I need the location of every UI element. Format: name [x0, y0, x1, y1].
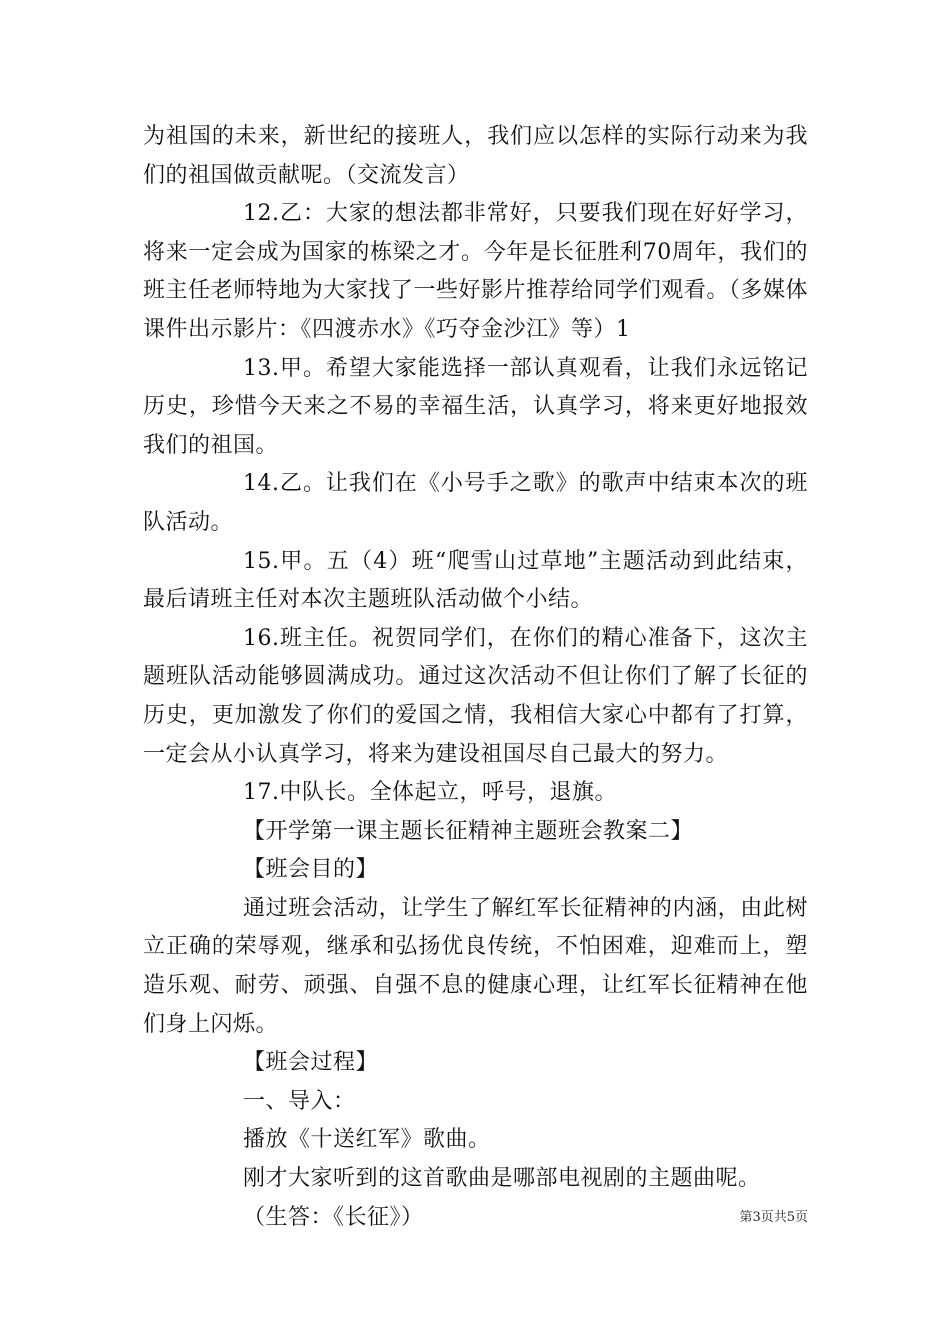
paragraph: 17.中队长。全体起立，呼号，退旗。 [243, 780, 617, 806]
paragraph: 13.甲。希望大家能选择一部认真观看，让我们永远铭记历史，珍惜今天来之不易的幸福生活，认真学习，将来更好地报效我们的祖国。 [143, 355, 808, 458]
paragraph: 12.乙：大家的想法都非常好，只要我们现在好好学习，将来一定会成为国家的栋梁之才。今年是长征胜利70周年，我们的班主任老师特地为大家找了一些好影片推荐给同学们观看。（多媒体课件出示影片：《四渡赤水》《巧夺金沙江》等）1 [143, 201, 808, 342]
paragraph: 15.甲。五（4）班“爬雪山过草地”主题活动到此结束，最后请班主任对本次主题班队活动做个小结。 [143, 548, 808, 613]
paragraph: 播放《十送红军》歌曲。 [243, 1127, 491, 1153]
paragraph: 一、导入： [243, 1088, 356, 1114]
section-heading: 【班会过程】 [243, 1050, 379, 1076]
document-body [143, 118, 808, 1237]
section-heading: 【开学第一课主题长征精神主题班会教案二】 [243, 818, 694, 844]
paragraph: 刚才大家听到的这首歌曲是哪部电视剧的主题曲呢。 [243, 1166, 761, 1192]
paragraph: 14.乙。让我们在《小号手之歌》的歌声中结束本次的班队活动。 [143, 471, 808, 535]
section-heading: 【班会目的】 [243, 857, 379, 883]
paragraph: （生答：《长征》） [243, 1204, 424, 1230]
page-number: 第3页共5页 [739, 1210, 808, 1225]
paragraph: 16.班主任。祝贺同学们，在你们的精心准备下，这次主题班队活动能够圆满成功。通过这次活动不但让你们了解了长征的历史，更加激发了你们的爱国之情，我相信大家心中都有了打算，一定会从小认真学习，将来为建设祖国尽自己最大的努力。 [143, 625, 808, 767]
paragraph: 为祖国的未来，新世纪的接班人，我们应以怎样的实际行动来为我们的祖国做贡献呢。（交流发言） [143, 124, 808, 188]
paragraph: 通过班会活动，让学生了解红军长征精神的内涵，由此树立正确的荣辱观，继承和弘扬优良传统，不怕困难，迎难而上，塑造乐观、耐劳、顽强、自强不息的健康心理，让红军长征精神在他们身上闪烁。 [143, 895, 808, 1037]
